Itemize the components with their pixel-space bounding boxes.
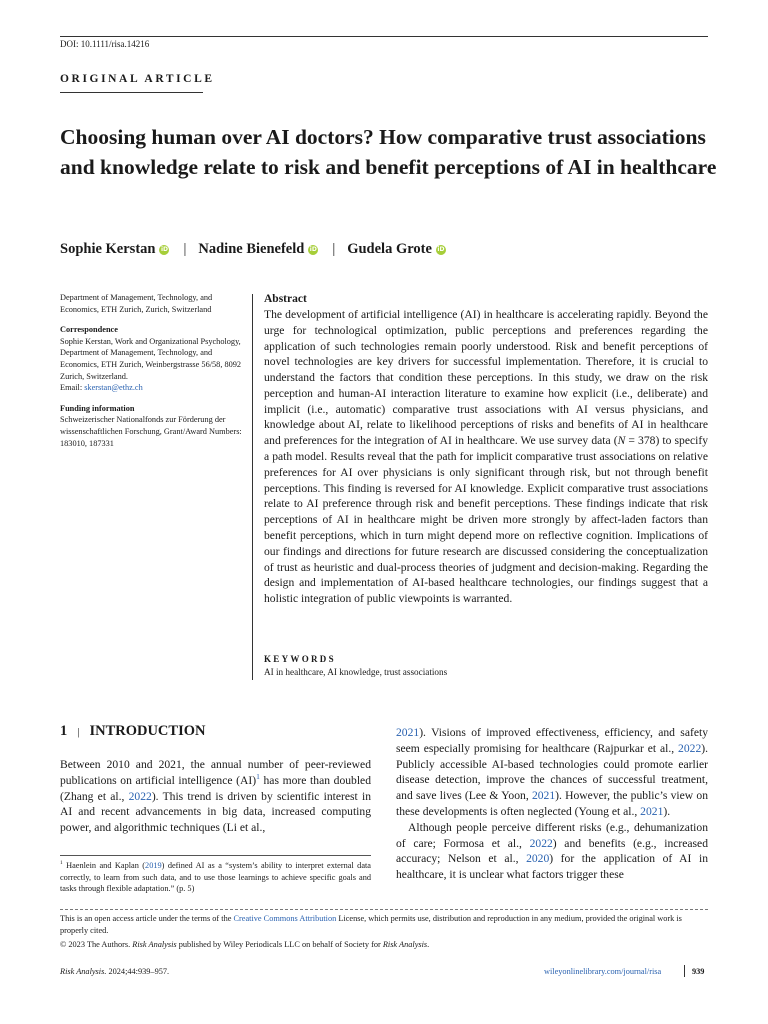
- body-text: ). Visions of improved effectiveness, efficiency, and safety seem especially promising for healthcare (Rajpurkar et al.,: [396, 726, 708, 755]
- author-name[interactable]: Sophie Kerstan: [60, 241, 156, 257]
- correspondence-block: [60, 324, 250, 394]
- body-text: ). This trend is driven by scientific interest in AI and recent advancements in big data, increased computing power, and algorithmic techniques (Li et al.,: [60, 789, 371, 835]
- citation-link[interactable]: 2021: [531, 789, 556, 803]
- footnote-marker[interactable]: 1: [256, 771, 260, 781]
- email-line: [60, 382, 250, 394]
- abstract-heading: Abstract: [264, 293, 307, 305]
- license-link[interactable]: Creative Commons Attribution: [233, 914, 337, 923]
- keywords-text: AI in healthcare, AI knowledge, trust associations: [264, 667, 448, 677]
- orcid-icon[interactable]: iD: [437, 245, 445, 253]
- body-text: ).: [663, 804, 671, 818]
- body-text: Although people perceive different risks (e.g., dehumanization of care; Formosa et al.,: [396, 820, 708, 850]
- correspondence-text: Sophie Kerstan, Work and Organizational Psychology, Department of Management, Technology, and Economics, ETH Zurich, Weinbergstrasse 56/58, 8092 Zurich, Switzerland.: [60, 336, 242, 381]
- email-link[interactable]: skerstan@ethz.ch: [84, 383, 143, 393]
- abstract: [264, 292, 708, 607]
- section-separator: |: [77, 726, 80, 738]
- body-text: ) for the application of AI in healthcare, it is unclear what factors trigger these: [396, 852, 708, 882]
- funding-heading: Funding information: [60, 403, 135, 413]
- article-meta: [60, 292, 250, 458]
- footer-separator: [684, 965, 685, 977]
- author-name[interactable]: Nadine Bienefeld: [198, 241, 305, 257]
- footnote: [60, 860, 371, 895]
- citation-link[interactable]: 2021: [396, 726, 420, 739]
- body-text: ). However, the public’s view on these developments is often neglected (Young et al.,: [396, 789, 708, 818]
- footer-journal-name: Risk Analysis.: [60, 967, 107, 976]
- journal-name: Risk Analysis: [382, 940, 428, 949]
- license-rule: [60, 909, 708, 910]
- top-rule: [60, 36, 708, 37]
- affiliation: Department of Management, Technology, and Economics, ETH Zurich, Zurich, Switzerland: [60, 293, 213, 314]
- email-label: Email:: [60, 383, 85, 393]
- copyright-text: published by Wiley Periodicals LLC on behalf of Society for: [176, 940, 383, 949]
- abstract-side-rule: [252, 294, 253, 680]
- footnote-rule: [60, 855, 371, 856]
- license-text: License, which permits use, distribution and reproduction in any medium, provided the original work is properly cited.: [60, 914, 682, 935]
- section-title: INTRODUCTION: [89, 723, 206, 739]
- article-type-label: ORIGINAL ARTICLE: [60, 73, 215, 85]
- footnote-text: Haenlein and Kaplan (: [62, 861, 146, 870]
- body-text: has more than doubled (Zhang et al.,: [60, 773, 371, 803]
- citation-link[interactable]: 2019: [145, 861, 162, 870]
- license-text: This is an open access article under the terms of the: [60, 914, 234, 923]
- sample-size-symbol: N: [617, 434, 626, 448]
- orcid-icon[interactable]: iD: [309, 245, 317, 253]
- citation-link[interactable]: 2022: [678, 741, 702, 755]
- author-list: [60, 241, 446, 258]
- page-number: 939: [692, 967, 705, 976]
- body-text: ). Publicly accessible AI-based technologies could promote earlier disease detection, improve the chances of successful treatment, and save lives (Lee & Yoon,: [396, 741, 708, 803]
- funding-text: Schweizerischer Nationalfonds zur Förderung der wissenschaftlichen Forschung, Grant/Award Numbers: 183010, 187331: [60, 415, 242, 448]
- copyright-text: © 2023 The Authors.: [60, 940, 133, 949]
- author-name[interactable]: Gudela Grote: [347, 241, 432, 257]
- body-column-right: [396, 725, 708, 883]
- article-type-underline: [60, 92, 203, 93]
- footnote-text: ) defined AI as a “system’s ability to interpret external data correctly, to learn from such data, and to use those learnings to achieve specific goals and tasks through flexible adaptation.” (p. 5): [60, 861, 371, 893]
- license-notice: [60, 913, 708, 936]
- doi[interactable]: DOI: 10.1111/risa.14216: [60, 39, 150, 49]
- citation-link[interactable]: 2022: [128, 789, 152, 803]
- body-column-left: [60, 757, 371, 836]
- footnote-number: 1: [60, 860, 63, 867]
- citation-link[interactable]: 2022: [529, 836, 553, 850]
- abstract-text-part: The development of artificial intelligence (AI) in healthcare is accelerating rapidly. Beyond the urge for technological optimization, public perceptions and preferences regarding the application of such technologies remain poorly understood. Risk and benefit perceptions of novel technologies are key drivers for successful implementation. Therefore, it is crucial to understand the factors that condition these perceptions. In this study, we draw on the risk perception and human-AI interaction literature to examine how explicit (i.e., deliberate) and implicit (i.e., automatic) comparative trust associations with AI versus physicians, and knowledge about AI, relate to likelihood perceptions of risks and benefits of AI in healthcare and preferences for the integration of AI in healthcare. We use survey data (: [264, 308, 708, 448]
- citation-link[interactable]: 2020: [526, 852, 550, 866]
- abstract-text: [264, 307, 708, 607]
- abstract-text-part: = 378) to specify a path model. Results reveal that the path for implicit comparative trust associations on relative preferences for AI over physicians is only significant through risk, but not through benefit perceptions. This finding is reversed for AI knowledge. Explicit comparative trust associations relate to AI preference through risk and benefit perceptions. These findings indicate that risk perceptions of AI in healthcare might be driven more strongly by affect-laden factors than benefit perceptions, which in turn might depend more on reflective cognition. Implications of our findings and directions for future research are discussed considering the conceptualization of trust as heuristic and dual-process theories of judgment and decision-making. Regarding the design and implementation of AI-based healthcare technologies, our findings suggest that a holistic integration of public viewpoints is warranted.: [264, 434, 708, 606]
- section-number: 1: [60, 723, 68, 739]
- body-text: ) and benefits (e.g., increased accuracy; Nelson et al.,: [396, 836, 708, 866]
- correspondence-heading: Correspondence: [60, 325, 118, 335]
- section-heading-introduction: [60, 723, 205, 740]
- paragraph: [396, 725, 708, 820]
- article-title: Choosing human over AI doctors? How comparative trust associations and knowledge relate to risk and benefit perceptions of AI in healthcare: [60, 125, 717, 179]
- paragraph: [396, 820, 708, 883]
- author-separator: |: [332, 241, 336, 257]
- footer-volume: 2024;44:939–957.: [106, 967, 170, 976]
- funding-block: [60, 403, 250, 449]
- citation-link[interactable]: 2021: [640, 804, 664, 818]
- body-text: Between 2010 and 2021, the annual number of peer-reviewed publications on artificial intelligence (AI): [60, 758, 371, 787]
- journal-name: Risk Analysis: [132, 940, 177, 949]
- orcid-icon[interactable]: iD: [160, 245, 168, 253]
- copyright-text: .: [427, 940, 430, 949]
- keywords-heading: KEYWORDS: [264, 654, 336, 664]
- author-separator: |: [183, 241, 187, 257]
- footer-citation: [60, 967, 169, 976]
- journal-url-link[interactable]: wileyonlinelibrary.com/journal/risa: [544, 967, 662, 976]
- copyright-notice: [60, 940, 429, 949]
